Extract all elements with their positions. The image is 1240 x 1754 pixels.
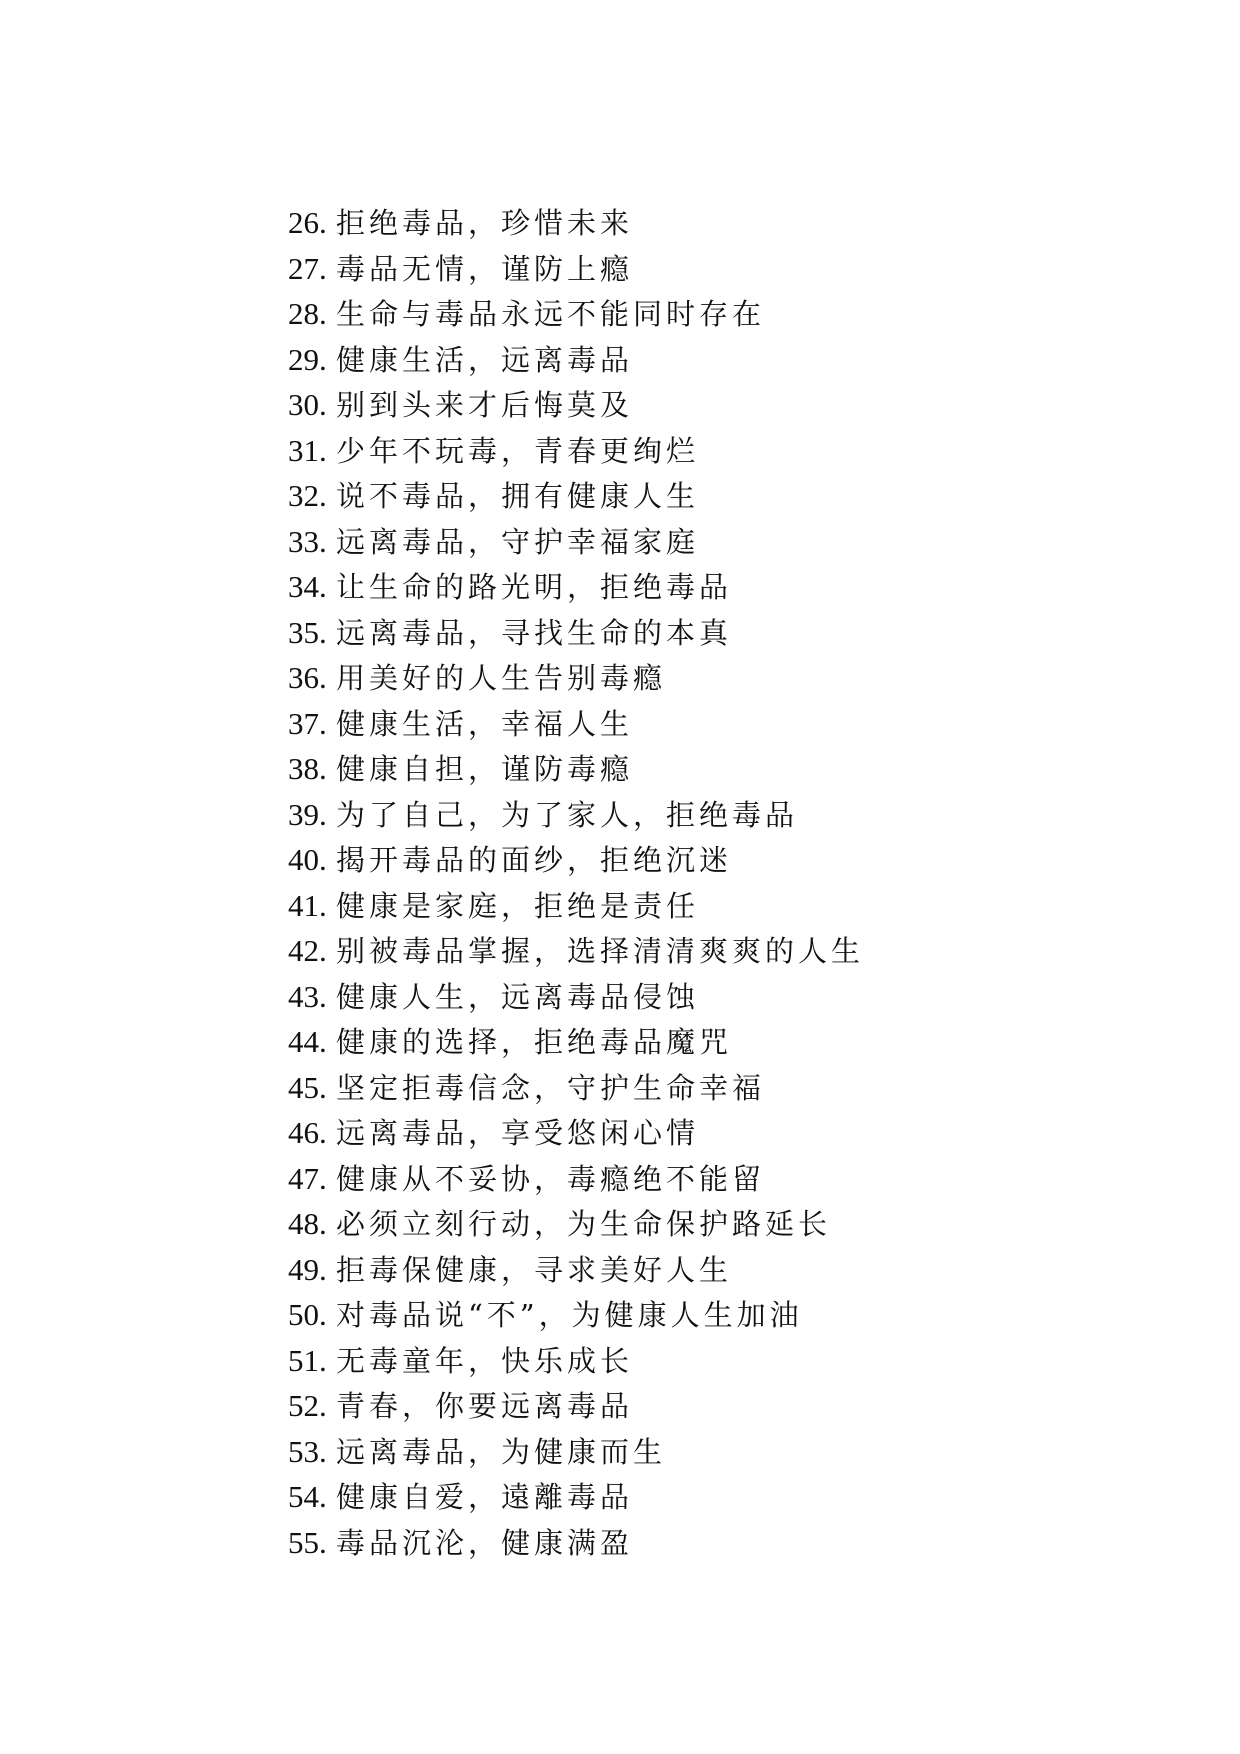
item-number: 54. xyxy=(288,1479,327,1514)
slogan-list xyxy=(288,200,864,1565)
item-number: 44. xyxy=(288,1024,327,1059)
item-number: 51. xyxy=(288,1342,327,1378)
item-number: 55. xyxy=(288,1524,327,1560)
list-item xyxy=(288,1474,864,1520)
item-number: 38. xyxy=(288,751,327,786)
list-item xyxy=(288,974,864,1020)
list-item xyxy=(288,1383,864,1429)
item-text: 健康生活，幸福人生 xyxy=(335,706,633,741)
list-item xyxy=(288,1201,864,1247)
item-text: 健康的选择，拒绝毒品魔咒 xyxy=(335,1025,732,1059)
item-text: 健康是家庭，拒绝是责任 xyxy=(335,888,699,923)
item-number: 35. xyxy=(288,614,327,650)
item-text: 健康自担，谨防毒瘾 xyxy=(335,752,633,786)
list-item xyxy=(288,382,864,428)
item-text: 毒品无情，谨防上瘾 xyxy=(335,251,633,286)
list-item xyxy=(288,1292,864,1338)
list-item xyxy=(288,1110,864,1156)
item-text: 远离毒品，寻找生命的本真 xyxy=(335,615,732,650)
list-item xyxy=(288,928,864,974)
list-item xyxy=(288,655,864,701)
item-text: 远离毒品，为健康而生 xyxy=(335,1434,666,1469)
list-item xyxy=(288,837,864,883)
list-item xyxy=(288,200,864,246)
item-number: 28. xyxy=(288,296,327,331)
item-number: 43. xyxy=(288,978,327,1014)
item-text: 让生命的路光明，拒绝毒品 xyxy=(335,570,732,604)
item-text: 坚定拒毒信念，守护生命幸福 xyxy=(335,1070,765,1105)
list-item xyxy=(288,428,864,474)
item-text: 无毒童年，快乐成长 xyxy=(335,1343,633,1378)
list-item xyxy=(288,610,864,656)
item-text: 拒绝毒品，珍惜未来 xyxy=(335,206,633,240)
item-text: 揭开毒品的面纱，拒绝沉迷 xyxy=(335,843,732,877)
item-number: 53. xyxy=(288,1433,327,1469)
item-number: 26. xyxy=(288,205,327,240)
item-text: 少年不玩毒，青春更绚烂 xyxy=(335,433,699,468)
list-item xyxy=(288,1520,864,1566)
item-number: 45. xyxy=(288,1069,327,1105)
item-text: 毒品沉沦，健康满盈 xyxy=(335,1525,633,1560)
item-number: 37. xyxy=(288,705,327,741)
item-text: 青春，你要远离毒品 xyxy=(335,1389,633,1423)
item-text: 健康自爱，遠離毒品 xyxy=(335,1480,633,1514)
list-item xyxy=(288,701,864,747)
list-item xyxy=(288,564,864,610)
item-text: 拒毒保健康，寻求美好人生 xyxy=(335,1252,732,1287)
item-text: 健康生活，远离毒品 xyxy=(335,342,633,377)
item-number: 31. xyxy=(288,432,327,468)
item-text: 必须立刻行动，为生命保护路延长 xyxy=(335,1207,831,1241)
list-item xyxy=(288,746,864,792)
list-item xyxy=(288,519,864,565)
item-number: 34. xyxy=(288,569,327,604)
item-text: 说不毒品，拥有健康人生 xyxy=(335,479,699,513)
item-number: 40. xyxy=(288,842,327,877)
item-number: 52. xyxy=(288,1388,327,1423)
item-number: 47. xyxy=(288,1160,327,1196)
item-number: 32. xyxy=(288,478,327,513)
list-item xyxy=(288,473,864,519)
list-item xyxy=(288,291,864,337)
item-text: 为了自己，为了家人，拒绝毒品 xyxy=(335,797,798,832)
list-item xyxy=(288,1065,864,1111)
item-text: 远离毒品，守护幸福家庭 xyxy=(335,524,699,559)
item-text: 生命与毒品永远不能同时存在 xyxy=(335,297,765,331)
item-number: 41. xyxy=(288,887,327,923)
item-number: 49. xyxy=(288,1251,327,1287)
item-number: 30. xyxy=(288,387,327,422)
list-item xyxy=(288,246,864,292)
item-number: 46. xyxy=(288,1115,327,1150)
item-text: 远离毒品，享受悠闲心情 xyxy=(335,1116,699,1150)
item-number: 42. xyxy=(288,933,327,968)
item-text: 别到头来才后悔莫及 xyxy=(335,388,633,422)
list-item xyxy=(288,337,864,383)
list-item xyxy=(288,1429,864,1475)
list-item xyxy=(288,1019,864,1065)
item-number: 27. xyxy=(288,250,327,286)
item-number: 33. xyxy=(288,523,327,559)
item-text: 用美好的人生告别毒瘾 xyxy=(335,661,666,695)
item-number: 29. xyxy=(288,341,327,377)
item-number: 50. xyxy=(288,1297,327,1332)
item-text: 别被毒品掌握，选择清清爽爽的人生 xyxy=(335,934,864,968)
item-number: 36. xyxy=(288,660,327,695)
list-item xyxy=(288,883,864,929)
item-text: 对毒品说“不”，为健康人生加油 xyxy=(335,1298,803,1332)
item-number: 39. xyxy=(288,796,327,832)
item-number: 48. xyxy=(288,1206,327,1241)
list-item xyxy=(288,792,864,838)
item-text: 健康从不妥协，毒瘾绝不能留 xyxy=(335,1161,765,1196)
list-item xyxy=(288,1247,864,1293)
item-text: 健康人生，远离毒品侵蚀 xyxy=(335,979,699,1014)
list-item xyxy=(288,1156,864,1202)
list-item xyxy=(288,1338,864,1384)
